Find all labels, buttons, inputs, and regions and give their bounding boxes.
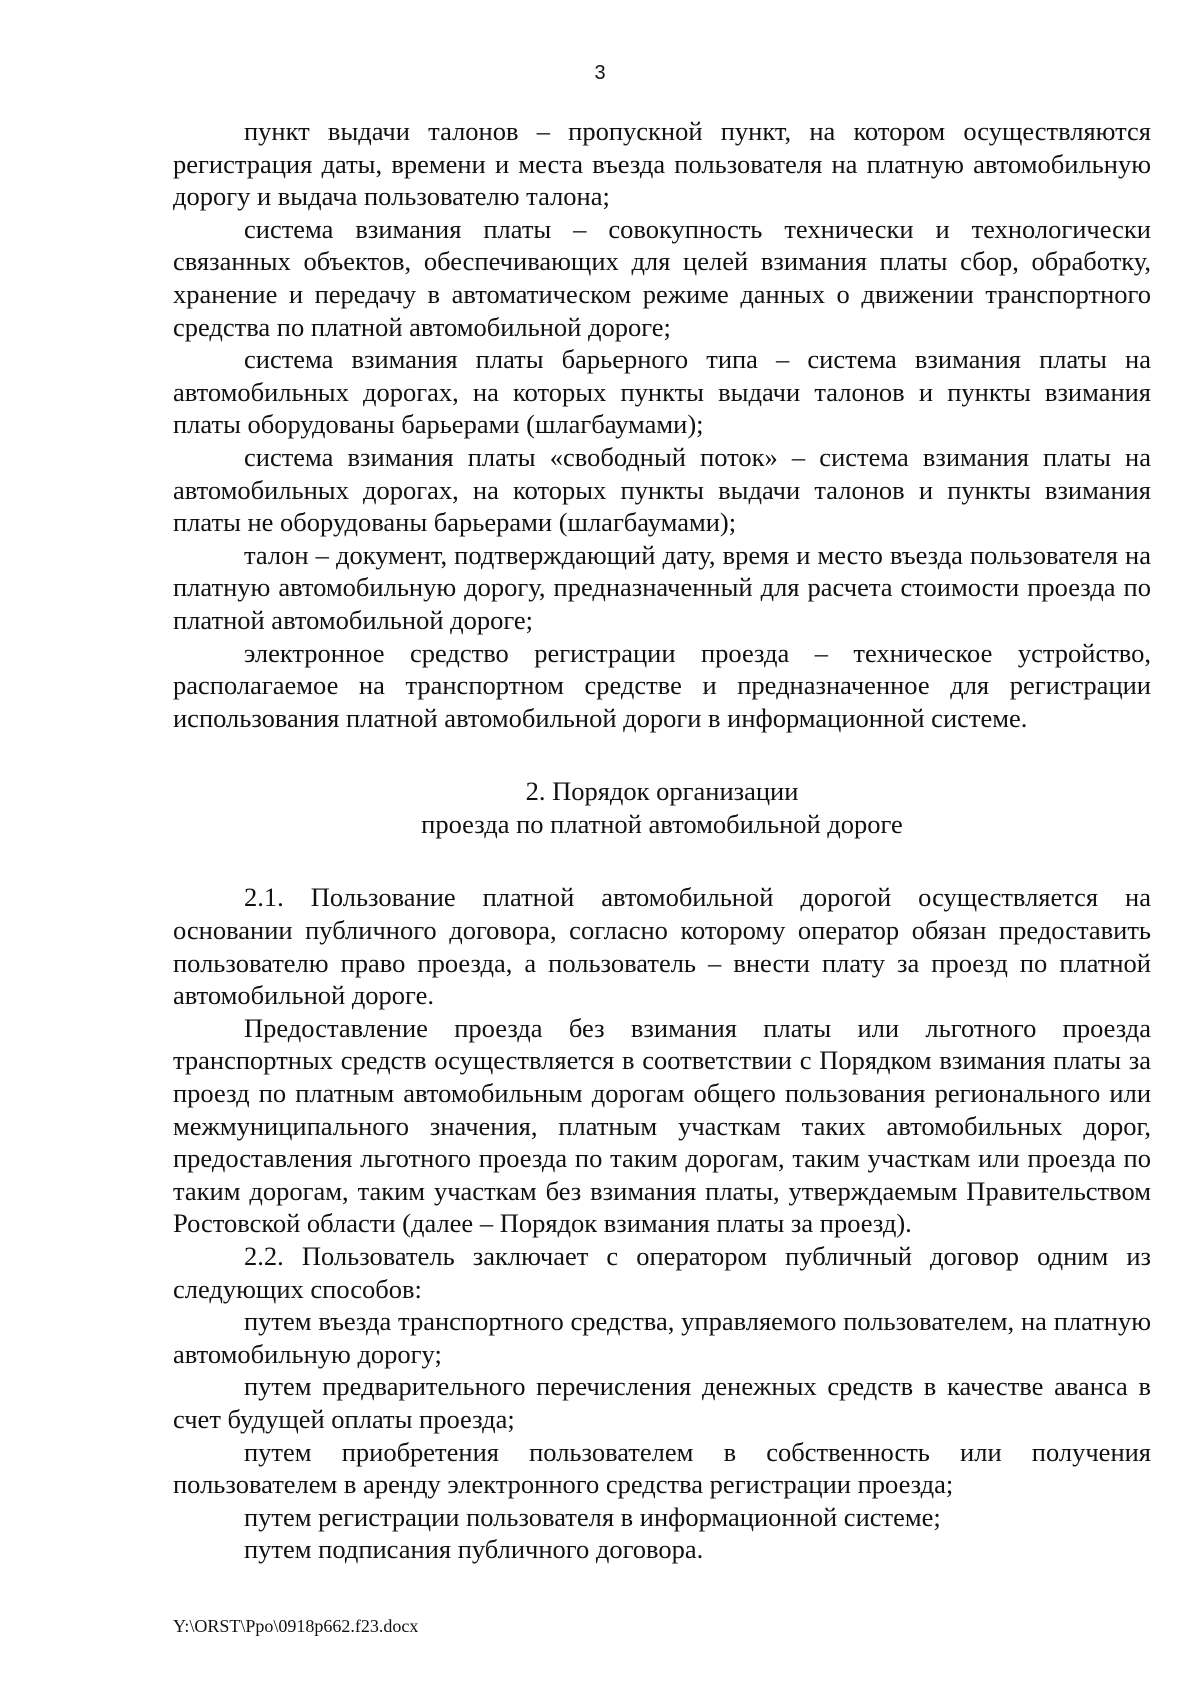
definition-paragraph: талон – документ, подтверждающий дату, время и место въезда пользователя на платную автомобильную дорогу, предназначенный для расчета стоимости проезда по платной автомобильной дороге;: [173, 539, 1151, 635]
section-paragraph: 2.1. Пользование платной автомобильной дорогой осуществляется на основании публичного договора, согласно которому оператор обязан предоставить пользователю право проезда, а пользователь – внести плату за проезд по платной автомобильной дороге.: [173, 882, 1151, 1011]
document-body: [173, 115, 1151, 1566]
section-paragraph: Предоставление проезда без взимания платы или льготного проезда транспортных средств осуществляется в соответствии с Порядком взимания платы за проезд по платным автомобильным дорогам общего пользования регионального или межмуниципального значения, платным участкам таких автомобильных дорог, предоставления льготного проезда по таким дорогам, таким участкам или проезда по таким дорогам, таким участкам без взимания платы, утверждаемым Правительством Ростовской области (далее – Порядок взимания платы за проезд).: [173, 1012, 1151, 1239]
section-paragraph: путем подписания публичного договора.: [244, 1534, 704, 1565]
section-paragraph: 2.2. Пользователь заключает с оператором публичный договор одним из следующих способов:: [173, 1241, 1151, 1304]
section-paragraph: путем въезда транспортного средства, управляемого пользователем, на платную автомобильную дорогу;: [173, 1306, 1151, 1369]
section-heading: [173, 775, 1151, 840]
section-paragraph: путем предварительного перечисления денежных средств в качестве аванса в счет будущей оплаты проезда;: [173, 1371, 1151, 1434]
page-number: 3: [594, 62, 606, 84]
definition-paragraph: пункт выдачи талонов – пропускной пункт, на котором осуществляются регистрация даты, времени и места въезда пользователя на платную автомобильную дорогу и выдача пользователю талона;: [173, 116, 1151, 212]
section-paragraph: путем приобретения пользователем в собственность или получения пользователем в аренду электронного средства регистрации проезда;: [173, 1436, 1151, 1500]
section-paragraph: путем регистрации пользователя в информационной системе;: [244, 1501, 941, 1532]
definition-paragraph: система взимания платы – совокупность технически и технологически связанных объектов, обеспечивающих для целей взимания платы сбор, обработку, хранение и передачу в автоматическом режиме данных о движении транспортного средства по платной автомобильной дороге;: [173, 213, 1151, 342]
footer-file-path: Y:\ORST\Ppo\0918p662.f23.docx: [173, 1616, 419, 1636]
section-heading-line-2: проезда по платной автомобильной дороге: [421, 808, 903, 839]
definition-paragraph: система взимания платы «свободный поток» – система взимания платы на автомобильных дорогах, на которых пункты выдачи талонов и пункты взимания платы не оборудованы барьерами (шлагбаумами);: [173, 441, 1151, 538]
section-heading-line-1: 2. Порядок организации: [525, 776, 799, 807]
definition-paragraph: система взимания платы барьерного типа – система взимания платы на автомобильных дорогах, на которых пункты выдачи талонов и пункты взимания платы оборудованы барьерами (шлагбаумами);: [173, 344, 1151, 440]
definition-paragraph: электронное средство регистрации проезда – техническое устройство, располагаемое на транспортном средстве и предназначенное для регистрации использования платной автомобильной дороги в информационной системе.: [173, 637, 1151, 733]
